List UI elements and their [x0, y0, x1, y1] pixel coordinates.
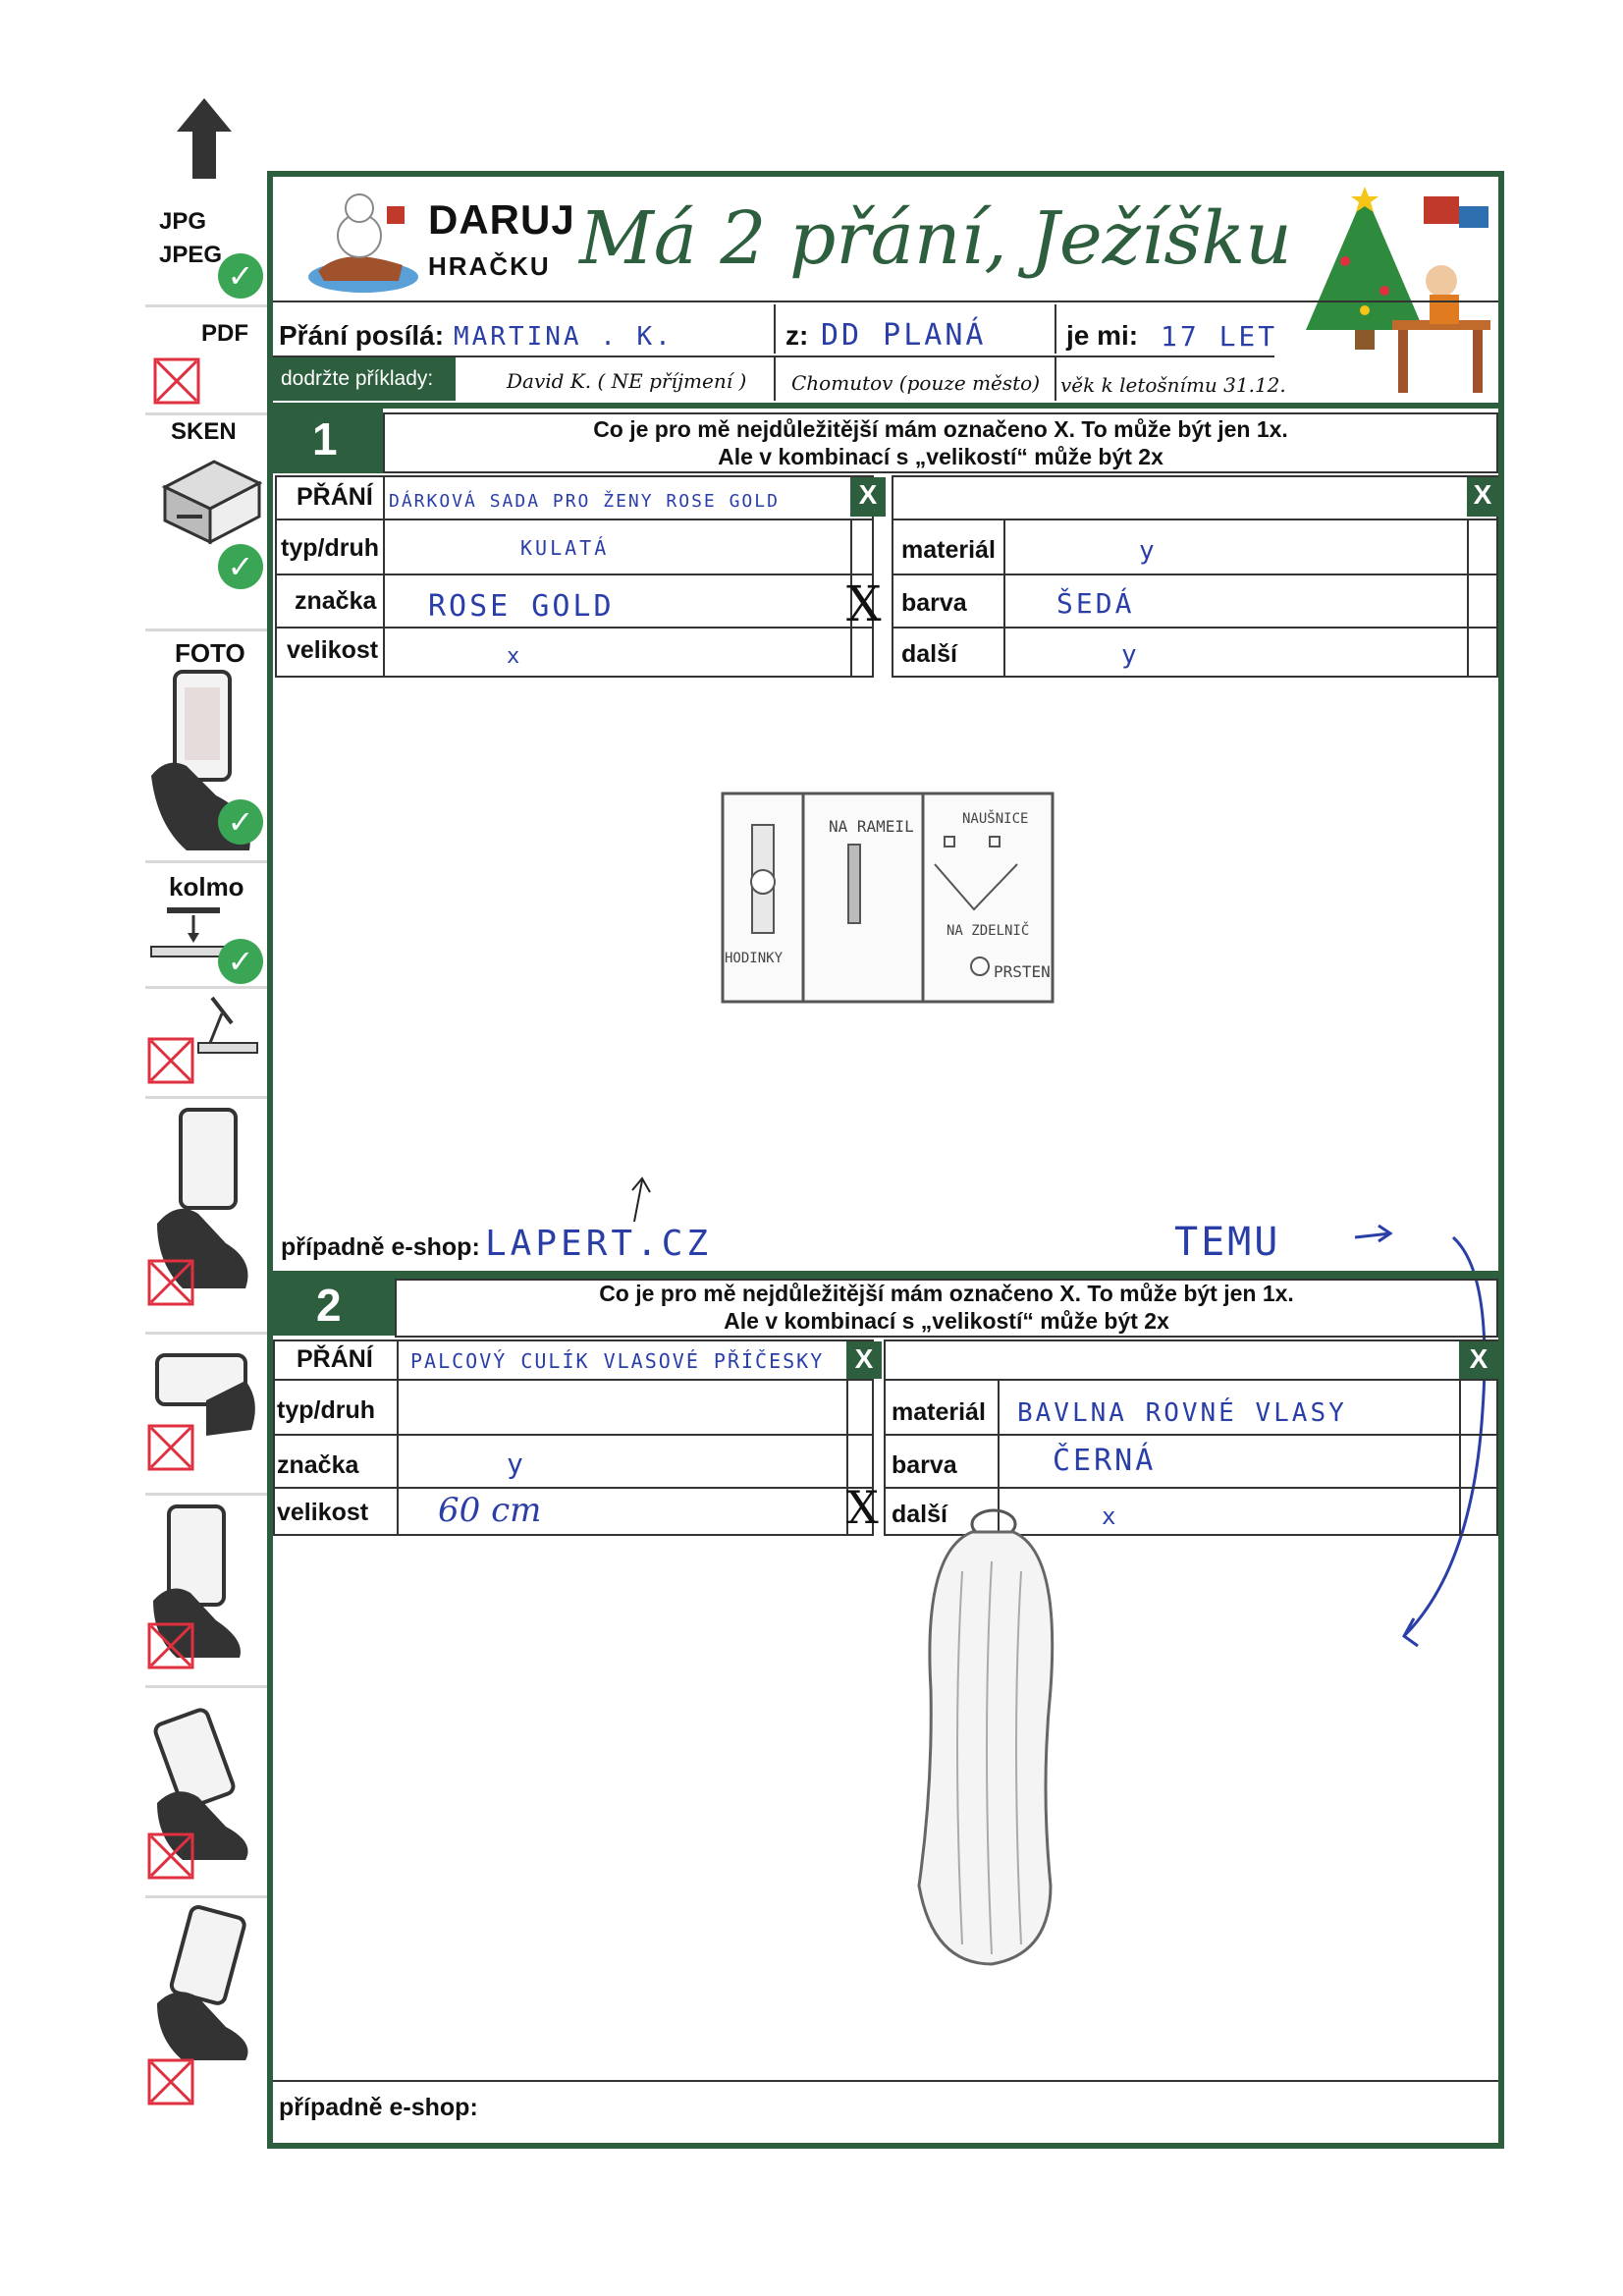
- reject-icon: [153, 357, 200, 405]
- wish1-instruction-line2: Ale v kombinací s „velikostí“ může být 2x: [718, 444, 1163, 469]
- wish2-prani-value: PALCOVÝ CULÍK VLASOVÉ PŘÍČESKY: [410, 1349, 825, 1373]
- sketch-label-bracelet: NA RAMEIL: [829, 817, 914, 836]
- sidebar-divider: [145, 1096, 267, 1099]
- logo-daruj: DARUJ: [428, 196, 575, 243]
- tilted-phone-icon: [192, 994, 261, 1063]
- rule: [1467, 519, 1469, 678]
- rule: [397, 1339, 399, 1536]
- wish1-velikost-value: x: [507, 644, 523, 669]
- ponytail-sketch: [903, 1493, 1080, 1984]
- rule: [273, 1379, 874, 1381]
- rule: [275, 627, 874, 629]
- sketch-label-watch: HODINKY: [725, 951, 784, 966]
- sender-name: MARTINA . K.: [454, 322, 674, 352]
- rule: [1459, 1379, 1461, 1536]
- sidebar-divider: [145, 1685, 267, 1688]
- age-value: 17 LET: [1161, 320, 1278, 353]
- age-label: je mi:: [1066, 320, 1139, 351]
- rule: [383, 475, 385, 678]
- wish2-instruction-line1: Co je pro mě nejdůležitější mám označeno X. To může být jen 1x.: [599, 1281, 1294, 1306]
- reject-icon: [147, 1259, 194, 1306]
- check-icon: ✓: [218, 799, 263, 845]
- wish1-instruction-line1: Co je pro mě nejdůležitější mám označeno X. To může být jen 1x.: [593, 416, 1288, 442]
- jpg-label: JPG: [159, 208, 207, 235]
- wish2-x-header: X: [846, 1341, 882, 1379]
- wish1-x-header-right: X: [1467, 477, 1498, 517]
- wish1-prani-value: DÁRKOVÁ SADA PRO ŽENY ROSE GOLD: [389, 491, 780, 512]
- check-icon: ✓: [218, 544, 263, 589]
- wish1-typ-value: KULATÁ: [520, 536, 610, 560]
- sender-label: Přání posílá:: [279, 320, 445, 351]
- foto-label: FOTO: [175, 638, 245, 668]
- check-icon: ✓: [218, 253, 263, 299]
- wish1-eshop-label: případně e-shop:: [281, 1233, 480, 1261]
- wish1-velikost-label: velikost: [287, 636, 379, 664]
- wish1-znacka-label: značka: [295, 587, 377, 615]
- hint-age: věk k letošnímu 31.12.: [1060, 373, 1286, 397]
- rule: [884, 1487, 1498, 1489]
- wish1-barva-value: ŠEDÁ: [1056, 587, 1135, 620]
- wish1-typ-label: typ/druh: [281, 534, 379, 562]
- wish2-barva-value: ČERNÁ: [1053, 1444, 1157, 1478]
- hint-city: Chomutov (pouze město): [791, 371, 1041, 395]
- wish2-eshop-label: případně e-shop:: [279, 2094, 478, 2121]
- sidebar-divider: [145, 629, 267, 631]
- wish2-dalsi-label: další: [892, 1501, 947, 1528]
- reject-icon: [147, 1622, 194, 1669]
- reject-icon: [147, 1832, 194, 1880]
- rule: [267, 1271, 1504, 1279]
- wish1-znacka-value: ROSE GOLD: [428, 589, 615, 624]
- rule: [267, 403, 1504, 409]
- rule: [275, 574, 874, 575]
- hint-name: David K. ( NE příjmení ): [507, 369, 747, 393]
- wish1-dalsi-label: další: [901, 640, 957, 668]
- wish1-number: 1: [312, 413, 338, 465]
- logo-hracku: HRAČKU: [428, 251, 551, 281]
- rule: [273, 1434, 874, 1436]
- rule: [892, 519, 1498, 520]
- rule: [273, 1487, 874, 1489]
- sketch-label-ring: PRSTEN: [994, 962, 1051, 981]
- reject-icon: [147, 1424, 194, 1471]
- wish2-material-value: BAVLNA ROVNÉ VLASY: [1017, 1398, 1347, 1428]
- wish2-x-header-right: X: [1459, 1341, 1498, 1379]
- rule: [273, 2080, 1498, 2082]
- snowman-logo-icon: [304, 187, 422, 295]
- wish2-material-label: materiál: [892, 1398, 986, 1426]
- wish1-material-value: y: [1139, 536, 1158, 566]
- sken-label: SKEN: [171, 418, 237, 445]
- rule: [774, 357, 776, 401]
- wish2-velikost-label: velikost: [277, 1499, 369, 1526]
- reject-icon: [147, 1037, 194, 1084]
- wish2-instruction-line2: Ale v kombinací s „velikostí“ může být 2x: [724, 1308, 1169, 1334]
- sidebar-divider: [145, 304, 267, 307]
- rule: [884, 1379, 1498, 1381]
- wish1-eshop-extra: TEMU: [1174, 1220, 1281, 1265]
- scanner-icon: [155, 448, 263, 546]
- wish2-number: 2: [316, 1280, 342, 1331]
- wish1-znacka-mark: X: [846, 575, 882, 632]
- up-arrow-icon: [177, 98, 232, 179]
- check-icon: ✓: [218, 939, 263, 984]
- wish1-material-label: materiál: [901, 536, 996, 564]
- from-value: DD PLANÁ: [821, 318, 987, 353]
- reject-icon: [147, 2058, 194, 2105]
- page-title: Má 2 přání, Ježíšku: [579, 196, 1292, 281]
- wish1-eshop-value: LAPERT.CZ: [485, 1224, 713, 1264]
- wish2-prani-label: PŘÁNÍ: [297, 1345, 373, 1373]
- rule: [884, 1434, 1498, 1436]
- wish2-velikost-mark: X: [846, 1481, 879, 1534]
- wish2-dalsi-value: x: [1102, 1503, 1119, 1530]
- wish1-barva-label: barva: [901, 589, 967, 617]
- arrow-up-icon: [624, 1175, 654, 1224]
- rule: [1055, 304, 1056, 354]
- sidebar-divider: [145, 1332, 267, 1335]
- wish2-barva-label: barva: [892, 1451, 957, 1479]
- wish1-right-table: [892, 475, 1498, 678]
- tilted-phone-icon: [147, 1905, 265, 2062]
- sidebar-divider: [145, 1895, 267, 1898]
- kolmo-label: kolmo: [169, 872, 244, 902]
- sidebar-divider: [145, 986, 267, 989]
- wish2-znacka-value: y: [507, 1448, 526, 1480]
- wish1-x-header: X: [850, 477, 886, 517]
- wish2-typ-label: typ/druh: [277, 1396, 375, 1424]
- sidebar-divider: [145, 860, 267, 863]
- rule: [275, 519, 874, 520]
- rule: [1055, 357, 1056, 401]
- rule: [1003, 519, 1005, 678]
- christmas-tree-icon: [1276, 183, 1500, 409]
- sketch-label-necklace: NA ZDELNIČ: [947, 923, 1030, 939]
- sidebar-divider: [145, 412, 267, 415]
- rule: [774, 304, 776, 354]
- rule: [892, 627, 1498, 629]
- from-label: z:: [785, 320, 809, 351]
- rule: [273, 301, 1498, 302]
- hint-label: dodržte příklady:: [281, 367, 434, 390]
- rule: [892, 574, 1498, 575]
- jpeg-label: JPEG: [159, 242, 223, 268]
- wish1-prani-label: PŘÁNÍ: [297, 483, 373, 511]
- pdf-label: PDF: [201, 320, 248, 347]
- wish2-velikost-value: 60 cm: [438, 1491, 542, 1530]
- sketch-label-earrings: NAUŠNICE: [962, 811, 1029, 827]
- wish2-znacka-label: značka: [277, 1451, 359, 1479]
- sidebar-divider: [145, 1493, 267, 1496]
- wish1-dalsi-value: y: [1121, 640, 1140, 670]
